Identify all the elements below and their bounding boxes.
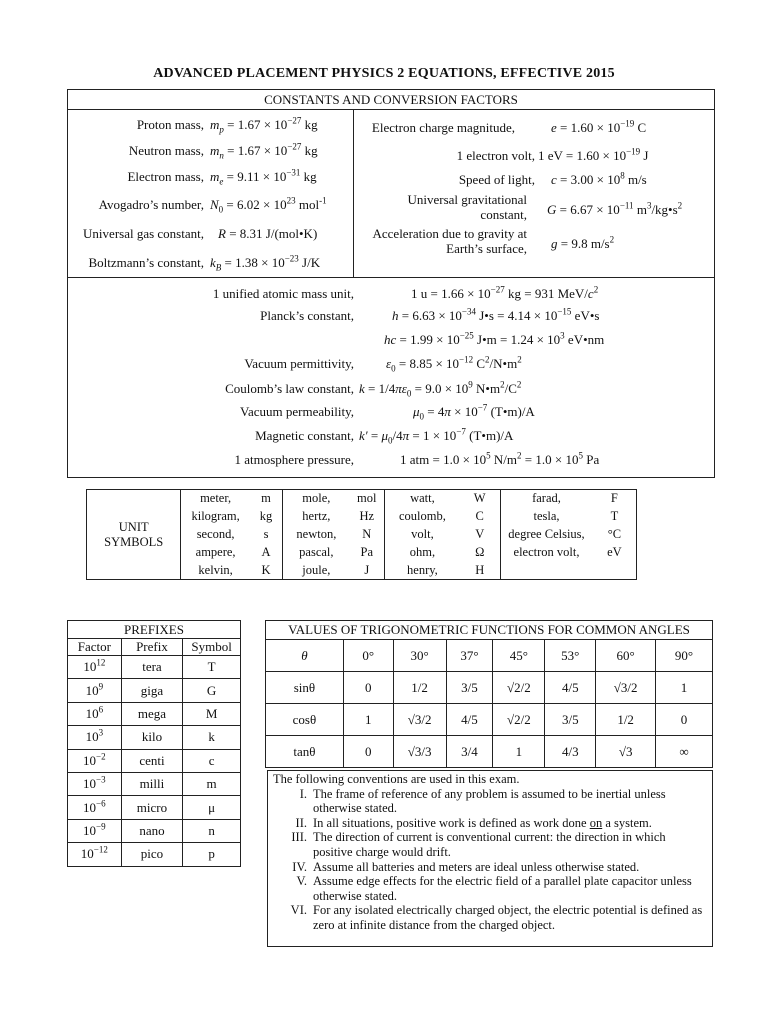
trig-value: 1 — [656, 672, 713, 704]
constant-label: Planck’s constant, — [260, 308, 354, 323]
constant-label: Vacuum permittivity, — [244, 356, 354, 371]
convention-number: III. — [291, 830, 307, 845]
unit-symbols-label — [87, 490, 181, 580]
constant-value: $N_0 = 6.02 \times 10^{23}$ mol$^{-1}$ — [210, 195, 327, 215]
constant-value: 1 $u = 1.66 \times 10^{-27}$ kg = 931 MeV/$c^2$ — [411, 284, 599, 301]
trig-value: 3/4 — [446, 736, 493, 768]
constant-label: Vacuum permeability, — [240, 404, 354, 419]
prefix-symbol: p — [183, 843, 241, 866]
trig-function-label: tanθ — [266, 736, 344, 768]
convention-text: The frame of reference of any problem is assumed to be inertial unless otherwise stated. — [313, 786, 666, 816]
constant-label: Magnetic constant, — [255, 428, 354, 443]
constants-right-column — [355, 110, 714, 278]
constant-label: Avogadro’s number, — [98, 197, 204, 212]
unit-symbol-cell: °C — [592, 526, 637, 544]
unit-name-cell: coulomb, — [385, 508, 460, 526]
unit-symbol-cell: mol — [350, 490, 385, 508]
constant-row — [68, 329, 680, 353]
constant-value: $h = 6.63 \times 10^{-34}$ J•s = $4.14 \times 10^{-15}$ eV•s — [392, 306, 600, 323]
trig-angle-header: 37° — [446, 640, 493, 672]
prefixes-title: PREFIXES — [68, 621, 241, 639]
constants-header: CONSTANTS AND CONVERSION FACTORS — [68, 90, 714, 110]
prefix-row — [68, 726, 241, 749]
unit-symbol-cell: Hz — [350, 508, 385, 526]
unit-symbol-cell: kg — [250, 508, 283, 526]
prefixes-header-prefix: Prefix — [121, 639, 183, 656]
convention-number: II. — [295, 815, 307, 830]
trig-value: √2/2 — [493, 672, 545, 704]
unit-name-cell: farad, — [500, 490, 592, 508]
constant-label: 1 unified atomic mass unit, — [212, 286, 354, 301]
constant-label: Electron charge magnitude, — [371, 120, 515, 135]
trig-value: 1/2 — [596, 704, 656, 736]
constant-row — [68, 253, 354, 279]
constant-value: $k' = \mu_0/4\pi = 1 \times 10^{-7}$ (T•m)/A — [359, 426, 514, 446]
trig-value: 0 — [343, 672, 393, 704]
trig-table — [265, 620, 713, 768]
constant-value: $e = 1.60 \times 10^{-19}$ C — [551, 118, 647, 135]
unit-symbol-cell: N — [350, 526, 385, 544]
constant-row — [68, 283, 680, 307]
prefix-factor: $10^{-9}$ — [68, 819, 122, 842]
prefix-name: mega — [121, 702, 183, 725]
constant-value: $k = 1/4\pi\varepsilon_0 = 9.0 \times 10^9$ $N•m^2/C^2$ — [359, 379, 522, 399]
convention-item — [273, 816, 708, 831]
constant-value: 1 atm = $1.0 \times 10^5$ $N/m^2 = 1.0 \times 10^5$ Pa — [400, 450, 600, 467]
constant-row — [68, 378, 680, 402]
unit-symbols-table — [86, 489, 682, 580]
prefix-factor: $10^3$ — [68, 726, 122, 749]
trig-row — [266, 672, 713, 704]
unit-symbol-cell: eV — [592, 544, 637, 562]
constants-upper — [68, 110, 714, 278]
trig-angle-header: 60° — [596, 640, 656, 672]
constant-row — [68, 195, 354, 221]
trig-value: √3/2 — [596, 672, 656, 704]
unit-name-cell: kilogram, — [181, 508, 250, 526]
prefix-factor: $10^{-12}$ — [68, 843, 122, 866]
unit-symbol-cell: s — [250, 526, 283, 544]
constant-label: Coulomb’s law constant, — [225, 381, 354, 396]
constant-row — [68, 167, 354, 193]
trig-value: 3/5 — [545, 704, 596, 736]
constant-value: hc = $1.99 \times 10^{-25}$ J•m = $1.24 \times 10^3$ eV•nm — [384, 330, 605, 347]
constant-value: R = 8.31 J/(mol•K) — [218, 226, 318, 241]
constant-value: $k_B = 1.38 \times 10^{-23}$ J/K — [210, 253, 321, 273]
constant-label: Acceleration due to gravity at Earth’s surface, — [372, 226, 527, 256]
prefix-factor: $10^{-2}$ — [68, 749, 122, 772]
trig-value: ∞ — [656, 736, 713, 768]
constant-label: Neutron mass, — [128, 143, 204, 158]
convention-text: Assume all batteries and meters are ideal unless otherwise stated. — [313, 859, 640, 874]
unit-symbol-cell: V — [460, 526, 500, 544]
unit-name-cell: hertz, — [283, 508, 350, 526]
unit-symbol-cell: T — [592, 508, 637, 526]
prefix-name: pico — [121, 843, 183, 866]
constants-box — [67, 89, 715, 478]
constants-lower — [68, 279, 714, 477]
prefix-row — [68, 772, 241, 795]
convention-item — [273, 830, 708, 859]
prefix-factor: $10^9$ — [68, 679, 122, 702]
unit-symbol-cell: W — [460, 490, 500, 508]
prefix-symbol: G — [183, 679, 241, 702]
prefix-symbol: k — [183, 726, 241, 749]
trig-value: 1 — [343, 704, 393, 736]
constant-value: $\mu_0 = 4\pi \times 10^{-7}$ (T•m)/A — [413, 402, 535, 422]
unit-name-cell: watt, — [385, 490, 460, 508]
constant-label: 1 atmosphere pressure, — [234, 452, 354, 467]
prefix-factor: $10^{12}$ — [68, 656, 122, 679]
unit-symbol-cell: Pa — [350, 544, 385, 562]
prefix-factor: $10^{-3}$ — [68, 772, 122, 795]
prefix-name: nano — [121, 819, 183, 842]
constant-label: Universal gas constant, — [83, 226, 204, 241]
prefix-row — [68, 819, 241, 842]
constant-label: Electron mass, — [127, 169, 204, 184]
constant-value: $\varepsilon_0 = 8.85 \times 10^{-12}$ $C^2/N•m^2$ — [386, 354, 522, 374]
convention-number: VI. — [290, 903, 307, 918]
unit-symbol-cell: J — [350, 562, 385, 580]
unit-name-cell: henry, — [385, 562, 460, 580]
constant-row — [68, 305, 680, 329]
trig-value: 1 — [493, 736, 545, 768]
trig-value: 4/5 — [446, 704, 493, 736]
convention-item — [273, 787, 708, 816]
trig-value: 4/3 — [545, 736, 596, 768]
trig-angle-header: 45° — [493, 640, 545, 672]
trig-row — [266, 704, 713, 736]
prefix-factor: $10^{-6}$ — [68, 796, 122, 819]
trig-value: 0 — [656, 704, 713, 736]
constant-label: Boltzmann’s constant, — [88, 255, 204, 270]
trig-angle-header: 0° — [343, 640, 393, 672]
unit-name-cell: kelvin, — [181, 562, 250, 580]
constant-label: Proton mass, — [136, 117, 204, 132]
trig-value: √3 — [596, 736, 656, 768]
conventions-intro: The following conventions are used in this exam. — [273, 772, 520, 786]
trig-angle-header: 30° — [393, 640, 446, 672]
unit-symbol-cell: F — [592, 490, 637, 508]
constants-left-column — [68, 110, 354, 278]
trig-angle-header: 90° — [656, 640, 713, 672]
constant-label: Speed of light, — [458, 172, 535, 187]
prefix-name: giga — [121, 679, 183, 702]
trig-value: 0 — [343, 736, 393, 768]
prefix-row — [68, 656, 241, 679]
unit-symbols-label-line: UNIT — [118, 519, 149, 534]
unit-name-cell — [500, 562, 592, 580]
trig-value: 4/5 — [545, 672, 596, 704]
constant-value: $m_e = 9.11 \times 10^{-31}$ kg — [210, 167, 317, 187]
prefix-symbol: n — [183, 819, 241, 842]
prefix-symbol: μ — [183, 796, 241, 819]
convention-item — [273, 874, 708, 903]
prefix-row — [68, 843, 241, 866]
unit-symbols-row — [87, 490, 682, 508]
page-title: ADVANCED PLACEMENT PHYSICS 2 EQUATIONS, EFFECTIVE 2015 — [153, 66, 615, 81]
trig-title: VALUES OF TRIGONOMETRIC FUNCTIONS FOR COMMON ANGLES — [266, 621, 713, 640]
trig-row — [266, 736, 713, 768]
constant-value: 1 eV = $1.60 \times 10^{-19}$ J — [538, 146, 649, 163]
prefix-row — [68, 749, 241, 772]
prefix-row — [68, 796, 241, 819]
trig-angle-header: 53° — [545, 640, 596, 672]
unit-name-cell: pascal, — [283, 544, 350, 562]
unit-symbol-cell: H — [460, 562, 500, 580]
convention-number: V. — [296, 874, 307, 889]
unit-name-cell: ampere, — [181, 544, 250, 562]
constant-value: $G = 6.67 \times 10^{-11}$ $m^3/kg•s^2$ — [547, 200, 683, 217]
trig-theta-header: θ — [266, 640, 344, 672]
unit-name-cell: degree Celsius, — [500, 526, 592, 544]
constant-row — [68, 141, 354, 167]
convention-text: For any isolated electrically charged object, the electric potential is defined as zero at infinite distance from the charged object. — [313, 903, 703, 932]
unit-name-cell: electron volt, — [500, 544, 592, 562]
trig-value: √3/3 — [393, 736, 446, 768]
unit-symbol-cell — [592, 562, 637, 580]
convention-item — [273, 903, 708, 932]
constant-value: $c = 3.00 \times 10^8$ m/s — [551, 170, 647, 187]
prefix-row — [68, 679, 241, 702]
convention-item — [273, 860, 708, 875]
unit-symbol-cell: Ω — [460, 544, 500, 562]
unit-symbol-cell: A — [250, 544, 283, 562]
constant-row — [68, 449, 680, 473]
prefix-name: milli — [121, 772, 183, 795]
unit-symbol-cell: C — [460, 508, 500, 526]
convention-text: In all situations, positive work is defined as work done on a system. — [313, 815, 652, 830]
prefix-symbol: M — [183, 702, 241, 725]
convention-number: I. — [299, 786, 307, 801]
prefix-symbol: c — [183, 749, 241, 772]
prefix-name: tera — [121, 656, 183, 679]
unit-name-cell: joule, — [283, 562, 350, 580]
prefixes-header-symbol: Symbol — [183, 639, 241, 656]
conventions-box — [267, 770, 713, 947]
prefixes-table — [67, 620, 241, 867]
trig-value: 3/5 — [446, 672, 493, 704]
unit-name-cell: ohm, — [385, 544, 460, 562]
prefix-symbol: m — [183, 772, 241, 795]
trig-value: √3/2 — [393, 704, 446, 736]
constant-value: $m_p = 1.67 \times 10^{-27}$ kg — [210, 115, 318, 135]
constant-row — [68, 425, 680, 449]
constant-row — [68, 353, 680, 377]
constant-row — [68, 224, 354, 250]
convention-number: IV. — [292, 859, 307, 874]
prefix-name: micro — [121, 796, 183, 819]
unit-symbol-cell: m — [250, 490, 283, 508]
constant-row — [68, 115, 354, 141]
prefix-name: kilo — [121, 726, 183, 749]
constant-value: g = 9.8 $m/s^2$ — [551, 234, 615, 251]
constant-value: $m_n = 1.67 \times 10^{-27}$ kg — [210, 141, 318, 161]
trig-function-label: cosθ — [266, 704, 344, 736]
unit-name-cell: meter, — [181, 490, 250, 508]
unit-name-cell: tesla, — [500, 508, 592, 526]
prefixes-header-factor: Factor — [68, 639, 122, 656]
unit-symbols-label-line: SYMBOLS — [104, 534, 164, 549]
prefix-row — [68, 702, 241, 725]
trig-value: √2/2 — [493, 704, 545, 736]
unit-name-cell: mole, — [283, 490, 350, 508]
constant-label: 1 electron volt, — [456, 148, 535, 163]
prefix-symbol: T — [183, 656, 241, 679]
prefix-factor: $10^6$ — [68, 702, 122, 725]
convention-text: The direction of current is conventional current: the direction in which positive charge would drift. — [313, 830, 666, 859]
unit-name-cell: newton, — [283, 526, 350, 544]
trig-value: 1/2 — [393, 672, 446, 704]
unit-name-cell: volt, — [385, 526, 460, 544]
constant-label: Universal gravitational constant, — [407, 192, 527, 222]
trig-function-label: sinθ — [266, 672, 344, 704]
trig-header-row — [266, 640, 713, 672]
unit-name-cell: second, — [181, 526, 250, 544]
constant-row — [68, 401, 680, 425]
prefix-name: centi — [121, 749, 183, 772]
convention-text: Assume edge effects for the electric field of a parallel plate capacitor unless otherwise stated. — [313, 874, 692, 903]
unit-symbol-cell: K — [250, 562, 283, 580]
